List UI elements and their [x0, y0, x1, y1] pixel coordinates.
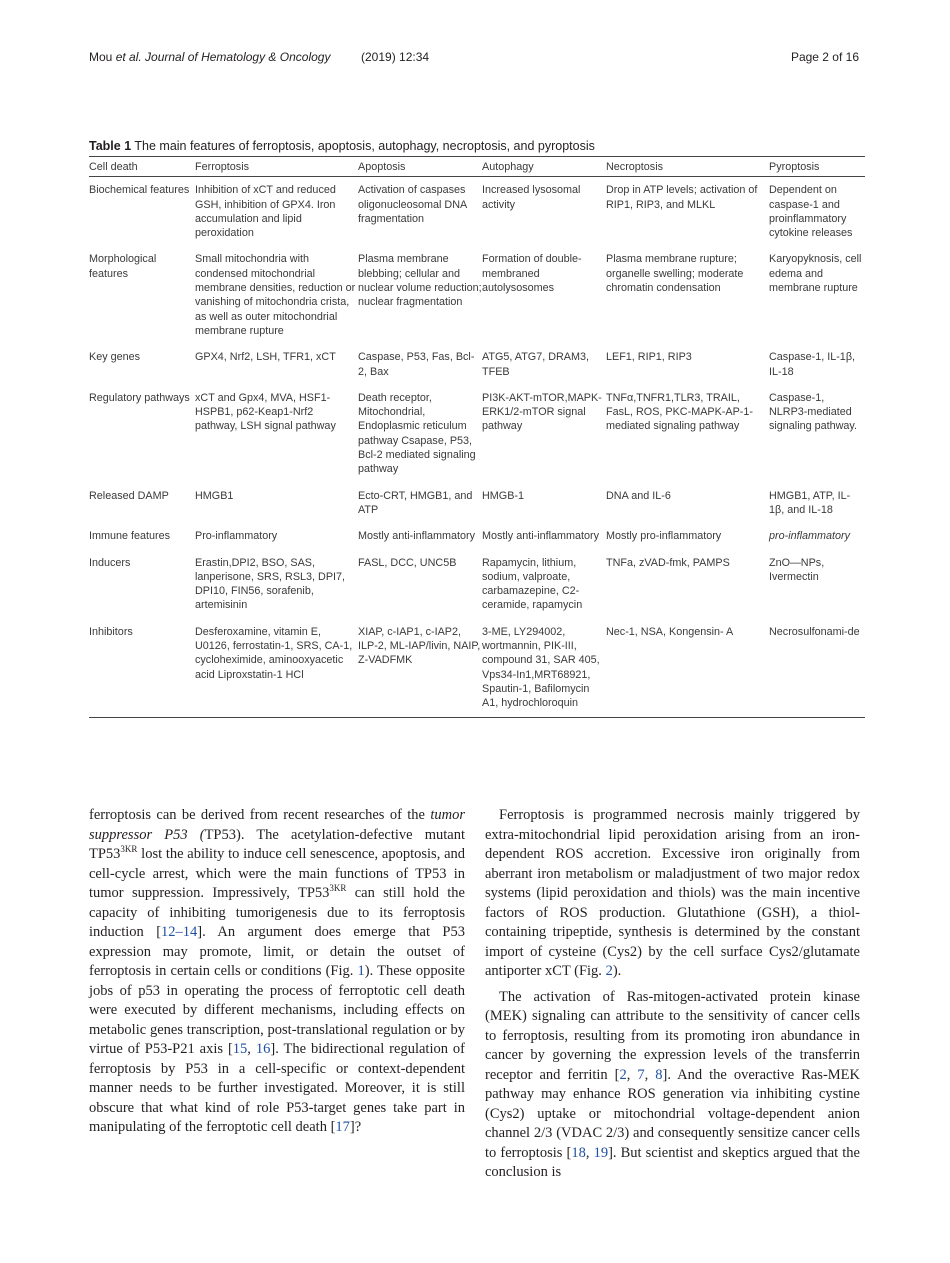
text-run: , — [626, 1066, 638, 1083]
column-header: Autophagy — [482, 157, 606, 177]
table-cell: Plasma membrane rupture; organelle swelling; moderate chromatin condensation — [606, 253, 744, 295]
table-row — [89, 246, 865, 344]
table-row — [89, 177, 865, 247]
table-cell: Dependent on caspase-1 and proinflammatory cytokine releases — [769, 184, 853, 240]
table-row — [89, 619, 865, 717]
text-run: ferroptosis can be derived from recent researches of the — [89, 807, 431, 823]
table-cell: TNFa, zVAD-fmk, PAMPS — [606, 556, 730, 569]
row-label: Morphological features — [89, 253, 157, 280]
table-cell: Nec-1, NSA, Kongensin- A — [606, 619, 769, 717]
table-cell: Ecto-CRT, HMGB1, and ATP — [358, 489, 473, 516]
table-cell: 3-ME, LY294002, wortmannin, PIK-III, compound 31, SAR 405, Vps34-In1,MRT68921, Spautin-1, Bafilomycin A1, hydrochloroquin — [482, 619, 606, 717]
column-header: Necroptosis — [606, 157, 769, 177]
journal-year-volume: (2019) 12:34 — [361, 50, 430, 64]
row-label: Immune features — [89, 530, 171, 543]
paragraph — [89, 806, 465, 1138]
table-cell: ZnO—NPs, Ivermectin — [769, 556, 825, 583]
table-cell: Erastin,DPI2, BSO, SAS, lanperisone, SRS, RSL3, DPI7, DPI10, FIN56, sorafenib, artemisinin — [195, 556, 346, 612]
table-1 — [89, 139, 865, 718]
table-row — [89, 523, 865, 549]
table-cell: XIAP, c-IAP1, c-IAP2, ILP-2, ML-IAP/livin, NAIP, Z-VADFMK — [358, 619, 482, 717]
table-cell: HMGB1, ATP, IL-1β, and IL-18 — [769, 489, 851, 516]
table-cell: Death receptor, Mitochondrial, Endoplasmic reticulum pathway Csapase, P53, Bcl-2 mediated signaling pathway — [358, 391, 476, 476]
table-cell: ATG5, ATG7, DRAM3, TFEB — [482, 351, 589, 378]
citation-link[interactable]: 15 — [232, 1041, 248, 1057]
body-column-right — [485, 806, 860, 1183]
table-cell: PI3K-AKT-mTOR,MAPK-ERK1/2-mTOR signal pathway — [482, 391, 602, 433]
table-cell: LEF1, RIP1, RIP3 — [606, 351, 692, 364]
citation-link[interactable]: 12–14 — [161, 924, 198, 940]
text-run: , — [247, 1041, 256, 1057]
citation-link[interactable]: 19 — [593, 1144, 609, 1161]
text-run: ]. The bidirectional regulation of ferroptosis by P53 in a cell-specific or context-dependent manner needs to be further investigated. Moreover, it is still obscure that what kind of role P53-target genes take part in manipulating of the ferroptotic cell death [ — [89, 1041, 465, 1135]
superscript: 3KR — [120, 844, 138, 855]
table-cell: Mostly anti-inflammatory — [358, 530, 475, 543]
table-cell: Mostly anti-inflammatory — [482, 530, 599, 543]
text-run: The activation of Ras-mitogen-activated protein kinase (MEK) signaling can attribute to the sensitivity of cancer cells to ferroptosis, resulting from its promoting iron abundance in cancer by governing the expression levels of the transferrin receptor and ferritin [ — [485, 988, 860, 1083]
figure-link[interactable]: 1 — [357, 963, 365, 979]
row-label: Biochemical features — [89, 184, 190, 197]
citation-link[interactable]: 18 — [571, 1144, 586, 1161]
table-cell: Pro-inflammatory — [195, 530, 278, 543]
table-cell: Inhibition of xCT and reduced GSH, inhibition of GPX4. Iron accumulation and lipid peroxidation — [195, 184, 336, 240]
journal-authors: Mou — [89, 50, 116, 64]
citation-link[interactable]: 7 — [637, 1066, 645, 1083]
table-row — [89, 344, 865, 385]
column-header: Apoptosis — [358, 157, 482, 177]
text-run: TP53). The acetylation-defective mutant TP53 — [89, 826, 465, 862]
table-cell: HMGB-1 — [482, 489, 524, 502]
column-header: Pyroptosis — [769, 157, 865, 177]
row-label: Key genes — [89, 351, 141, 364]
features-table — [89, 156, 865, 718]
row-label: Inhibitors — [89, 619, 195, 717]
text-run: can still hold the capacity of inhibiting tumorigenesis due to its ferroptosis induction [ — [89, 885, 465, 940]
table-cell: Formation of double-membraned autolysosomes — [482, 253, 582, 295]
table-cell: Plasma membrane blebbing; cellular and nuclear volume reduction; nuclear fragmentation — [358, 253, 482, 309]
text-run: ]. But scientist and skeptics argued that the conclusion is — [485, 1144, 860, 1180]
row-label: Regulatory pathways — [89, 391, 190, 404]
table-cell: Mostly pro-inflammatory — [606, 530, 722, 543]
citation-link[interactable]: 8 — [655, 1066, 663, 1083]
table-cell: Necrosulfonami-de — [769, 619, 865, 717]
table-caption — [89, 139, 865, 153]
text-run: ). These opposite jobs of p53 in operating the process of ferroptotic cell death were executed by different mechanisms, including effects on metabolic genes transcription, post-translational regulation or by virtue of P53-P21 axis [ — [89, 963, 465, 1057]
paragraph — [485, 988, 860, 1183]
table-header-row — [89, 157, 865, 177]
superscript: 3KR — [329, 883, 347, 894]
table-cell: Drop in ATP levels; activation of RIP1, RIP3, and MLKL — [606, 184, 758, 211]
page-number: Page 2 of 16 — [790, 50, 859, 64]
row-label: Released DAMP — [89, 489, 169, 502]
running-header — [89, 50, 430, 64]
text-run: , — [644, 1066, 656, 1083]
text-run: ). — [612, 963, 622, 979]
journal-name: Journal of Hematology & Oncology — [141, 50, 331, 64]
text-run: , — [585, 1144, 594, 1161]
table-cell: Rapamycin, lithium, sodium, valproate, carbamazepine, C2-ceramide, rapamycin — [482, 556, 583, 612]
table-cell: Caspase-1, IL-1β, IL-18 — [769, 351, 856, 378]
text-run-italic: tumor suppressor P53 ( — [89, 807, 465, 843]
table-label: Table 1 — [89, 139, 132, 153]
table-cell: pro-inflammatory — [769, 530, 850, 543]
table-cell: Increased lysosomal activity — [482, 184, 581, 211]
journal-etal: et al. — [115, 50, 142, 64]
citation-link[interactable]: 16 — [255, 1041, 271, 1057]
table-row — [89, 550, 865, 619]
table-cell: DNA and IL-6 — [606, 489, 671, 502]
table-cell: Caspase, P53, Fas, Bcl-2, Bax — [358, 351, 475, 378]
table-cell: Desferoxamine, vitamin E, U0126, ferrostatin-1, SRS, CA-1, cycloheximide, aminooxyacetic acid Liproxstatin-1 HCl — [195, 619, 358, 717]
text-run: ]. An argument does emerge that P53 expression may promote, limit, or detain the outset of ferroptosis in certain cells or conditions (Fig. — [89, 924, 465, 979]
table-cell: Caspase-1, NLRP3-mediated signaling pathway. — [769, 391, 858, 433]
text-run: lost the ability to induce cell senescence, apoptosis, and cell-cycle arrest, which were the main functions of TP53 in tumor suppression. Impressively, TP53 — [89, 846, 465, 901]
table-cell: HMGB1 — [195, 489, 234, 502]
column-header: Cell death — [89, 157, 195, 177]
text-run: ]? — [349, 1119, 362, 1135]
table-row — [89, 483, 865, 524]
table-cell: FASL, DCC, UNC5B — [358, 556, 457, 569]
citation-link[interactable]: 2 — [619, 1066, 627, 1083]
body-column-left — [89, 806, 465, 1138]
table-row — [89, 385, 865, 483]
figure-link[interactable]: 2 — [605, 963, 613, 979]
text-run: Ferroptosis is programmed necrosis mainly triggered by extra-mitochondrial lipid peroxidation arising from an iron-dependent ROS accretion. Excessive iron originally from aberrant iron metabolism or maladjustment of two major redox systems (lipid peroxidation and thiols) was the main incentive factors of ROS production. Glutathione (GSH), a thiol-containing tripeptide, synthesis is determined by the constant import of cysteine (Cys2) by the cell surface Cys2/glutamate antiporter xCT (Fig. — [485, 807, 860, 979]
column-header: Ferroptosis — [195, 157, 358, 177]
text-run: ]. And the overactive Ras-MEK pathway may enhance ROS generation via inhibiting cystine (Cys2) uptake or mitochondrial voltage-dependent anion channel 2/3 (VDAC 2/3) and consequently sensitize cancer cells to ferroptosis [ — [485, 1066, 860, 1161]
table-cell: TNFα,TNFR1,TLR3, TRAIL, FasL, ROS, PKC-MAPK-AP-1-mediated signaling pathway — [606, 391, 753, 433]
citation-link[interactable]: 17 — [335, 1119, 350, 1135]
table-cell: xCT and Gpx4, MVA, HSF1-HSPB1, p62-Keap1-Nrf2 pathway, LSH signal pathway — [195, 391, 336, 433]
table-title: The main features of ferroptosis, apoptosis, autophagy, necroptosis, and pyroptosis — [131, 139, 595, 153]
table-cell: Small mitochondria with condensed mitochondrial membrane densities, reduction or vanishing of mitochondria crista, as well as outer mitochondrial membrane rupture — [195, 253, 356, 337]
table-cell: GPX4, Nrf2, LSH, TFR1, xCT — [195, 351, 336, 364]
table-cell: Activation of caspases oligonucleosomal DNA fragmentation — [358, 184, 467, 225]
row-label: Inducers — [89, 556, 131, 569]
paragraph — [485, 806, 860, 982]
table-cell: Karyopyknosis, cell edema and membrane rupture — [769, 253, 862, 295]
